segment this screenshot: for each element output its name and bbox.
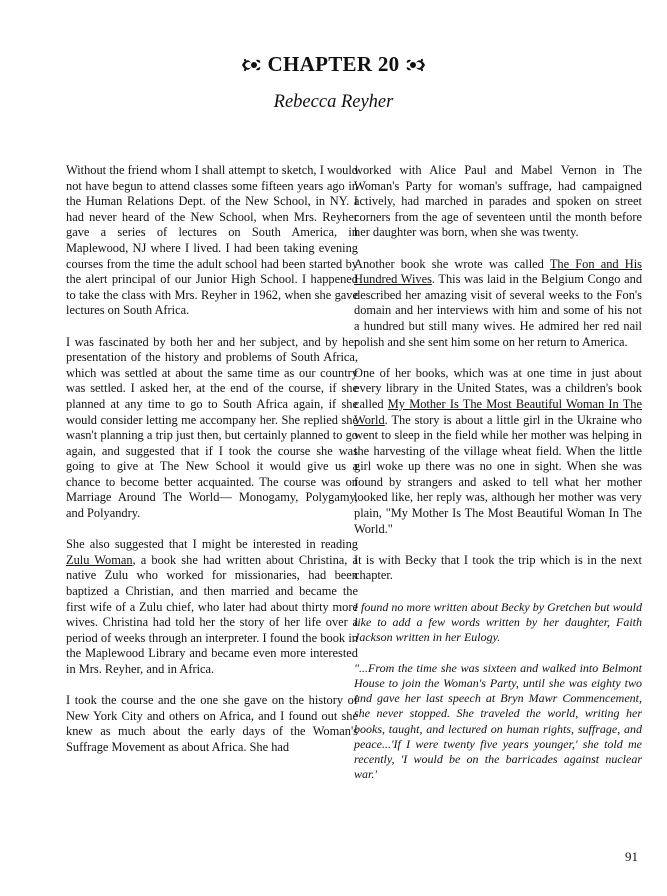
book-title: The Fon and His Hundred Wives <box>354 256 642 287</box>
paragraph-text: One of her books, which was at one time in just about every library in the United States, was a children's book called <box>354 365 642 411</box>
page-number: 91 <box>625 849 638 864</box>
paragraph-text: . The story is about a little girl in the Ukraine who went to sleep in the field while her mother was helping in the harvesting of the village wheat field. When the little girl woke up there was no one in sight. When she was found by strangers and asked to tell what her mother looked like, her reply was, although her mother was very plain, "My Mother Is The Most Beautiful Woman In The World." <box>354 412 642 536</box>
paragraph-text: Another book she wrote was called <box>354 256 550 271</box>
paragraph <box>66 537 358 677</box>
chapter-title: CHAPTER 20 <box>267 52 400 76</box>
eulogy-quote: "...From the time she was sixteen and walked into Belmont House to join the Woman's Party, until she was eighty two and gave her last speech at Bryn Mawr Commencement, she never stopped. She traveled the world, writing her books, taught, and lectured on human rights, suffrage, and peace...'If I were twenty five years younger,' she told me recently, 'I would be on the barricades against nuclear war.' <box>354 660 642 782</box>
paragraph-text: . This was laid in the Belgium Congo and described her amazing visit of several weeks to the Fon's domain and her interviews with him and some of his not a hundred but still many wives. He admired her red nail polish and she sent him some on her return to America. <box>354 272 643 349</box>
paragraph-text: , a book she had written about Christina, a native Zulu who worked for missionaries, had been baptized a Christian, and then married and became the first wife of a Zulu chief, who later had about thirty more wives. Christina had told her the story of her life over a period of weeks through an interpreter. I found the book in the Maplewood Library and became even more interested in Mrs. Reyher, and in Africa. <box>66 552 358 676</box>
fleuron-icon <box>240 56 262 74</box>
fleuron-icon <box>405 56 427 74</box>
paragraph: Without the friend whom I shall attempt to sketch, I would not have begun to attend classes some fifteen years ago in the Human Relations Dept. of the New School, in NY. I had never heard of the New School, when Mrs. Reyher gave a series of lectures on South America, in Maplewood, NJ where I lived. I had been taking evening courses from the time the adult school had been started by the alert principal of our Junior High School. I happened to take the class with Mrs. Reyher in 1962, when she gave lectures on South Africa. <box>66 163 358 318</box>
paragraph-text: She also suggested that I might be interested in reading <box>66 537 358 552</box>
paragraph <box>354 366 642 538</box>
book-title: Zulu Woman <box>66 552 133 567</box>
paragraph: I took the course and the one she gave on the history of New York City and others on Africa, and I found out she knew as much about the early days of the Woman's Suffrage Movement as about Africa. She had <box>66 693 358 754</box>
left-column <box>66 163 358 771</box>
chapter-heading <box>0 51 667 77</box>
paragraph: worked with Alice Paul and Mabel Vernon in The Woman's Party for woman's suffrage, had campaigned actively, had marched in parades and spoken on street corners from the age of seventeen until the month before her daughter was born, when she was twenty. <box>354 163 642 240</box>
editor-note: I found no more written about Becky by Gretchen but would like to add a few words written by her daughter, Faith Jackson written in her Eulogy. <box>354 599 642 645</box>
chapter-subtitle: Rebecca Reyher <box>273 92 394 112</box>
paragraph <box>354 257 642 351</box>
right-column <box>354 163 642 798</box>
book-title: My Mother Is The Most Beautiful Woman In The World <box>354 396 642 427</box>
paragraph: I was fascinated by both her and her subject, and by her presentation of the history and problems of South Africa, which was settled at about the same time as our country was settled. I asked her, at the end of the course, if she planned at any time to go to South Africa again, if she would consider letting me accompany her. She replied she wasn't planning a trip just then, but certainly planned to go again, and suggested that if I took the course she was going to give at The New School it would give us a chance to become better acquainted. The course was on Marriage Around The World— Monogamy, Polygamy, and Polyandry. <box>66 334 358 521</box>
paragraph: It is with Becky that I took the trip which is in the next chapter. <box>354 552 642 583</box>
